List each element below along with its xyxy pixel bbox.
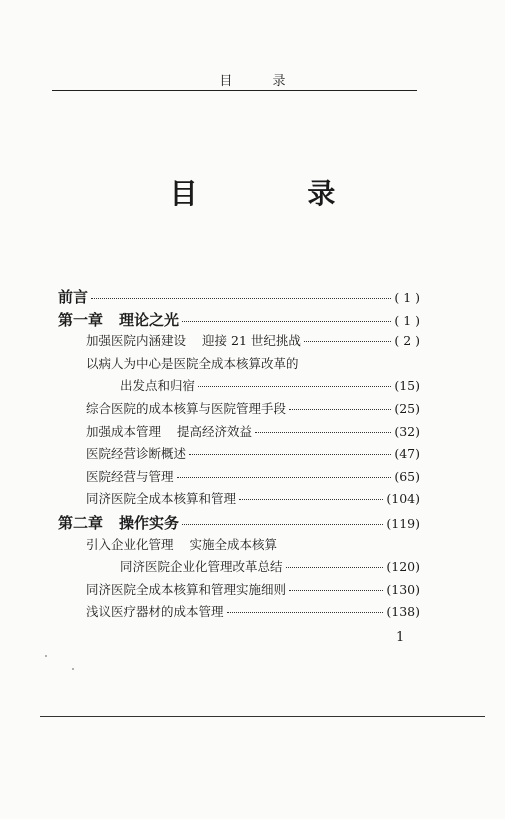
dot-leader bbox=[286, 567, 384, 568]
dot-leader bbox=[182, 321, 391, 322]
scan-speck bbox=[72, 668, 74, 670]
toc-entry-continuation[interactable] bbox=[58, 557, 420, 580]
toc-page-number: (138) bbox=[386, 604, 420, 620]
toc-page-number: (130) bbox=[386, 581, 420, 597]
toc-entry[interactable] bbox=[58, 309, 420, 332]
dot-leader bbox=[304, 341, 391, 342]
toc-entry[interactable] bbox=[58, 331, 420, 354]
toc-title-part: 实施全成本核算 bbox=[189, 536, 278, 552]
toc-page-number: (119) bbox=[386, 515, 420, 531]
toc-page-number: ( 2 ) bbox=[394, 333, 420, 349]
toc-page-number: (120) bbox=[386, 559, 420, 575]
toc-entry-title: 浅议医疗器材的成本管理 bbox=[86, 604, 224, 620]
dot-leader bbox=[189, 454, 391, 455]
dot-leader bbox=[289, 590, 383, 591]
toc-entry-title: 同济医院全成本核算和管理实施细则 bbox=[86, 581, 287, 597]
toc-entry[interactable] bbox=[58, 602, 420, 625]
dot-leader bbox=[255, 432, 391, 433]
footer-rule bbox=[40, 716, 485, 717]
toc-title-part: 引入企业化管理 bbox=[86, 536, 174, 552]
toc-entry-title: 同济医院企业化管理改革总结 bbox=[120, 559, 283, 575]
header-rule bbox=[52, 90, 417, 91]
dot-leader bbox=[177, 477, 392, 478]
running-head: 目 录 bbox=[219, 74, 304, 89]
chapter-name: 操作实务 bbox=[119, 513, 180, 532]
page-title: 目 录 bbox=[169, 177, 386, 210]
toc-entry[interactable] bbox=[58, 354, 420, 377]
table-of-contents bbox=[58, 286, 420, 625]
chapter-number: 第二章 bbox=[58, 513, 104, 532]
toc-entry-title: 综合医院的成本核算与医院管理手段 bbox=[86, 400, 287, 416]
toc-entry-title: 医院经营诊断概述 bbox=[86, 446, 187, 462]
toc-entry-continuation[interactable] bbox=[58, 376, 420, 399]
chapter-name: 理论之光 bbox=[119, 310, 180, 329]
toc-entry-title: 以病人为中心是医院全成本核算改革的 bbox=[86, 355, 299, 371]
toc-page-number: (65) bbox=[394, 468, 420, 484]
page-number: 1 bbox=[396, 630, 405, 645]
toc-entry[interactable] bbox=[58, 489, 420, 512]
toc-entry[interactable] bbox=[58, 512, 420, 535]
dot-leader bbox=[289, 409, 391, 410]
chapter-number: 第一章 bbox=[58, 310, 104, 329]
toc-title-part: 迎接 21 世纪挑战 bbox=[202, 333, 301, 349]
toc-title-part: 提高经济效益 bbox=[177, 423, 253, 439]
toc-entry-title bbox=[86, 331, 301, 349]
toc-entry-title bbox=[86, 422, 252, 440]
toc-entry[interactable] bbox=[58, 399, 420, 422]
toc-entry[interactable] bbox=[58, 286, 420, 309]
toc-entry[interactable] bbox=[58, 422, 420, 445]
toc-page-number: (47) bbox=[394, 446, 420, 462]
toc-entry[interactable] bbox=[58, 444, 420, 467]
toc-page-number: ( 1 ) bbox=[394, 290, 420, 305]
toc-entry-title: 医院经营与管理 bbox=[86, 468, 174, 484]
toc-entry[interactable] bbox=[58, 467, 420, 490]
dot-leader bbox=[91, 298, 391, 299]
toc-entry-title bbox=[58, 309, 179, 330]
toc-entry[interactable] bbox=[58, 535, 420, 558]
toc-title-part: 加强医院内涵建设 bbox=[86, 333, 187, 349]
toc-entry[interactable] bbox=[58, 580, 420, 603]
toc-entry-title: 同济医院全成本核算和管理 bbox=[86, 491, 237, 507]
dot-leader bbox=[198, 386, 391, 387]
toc-entry-title: 前言 bbox=[58, 288, 89, 306]
toc-page-number: (25) bbox=[394, 400, 420, 416]
toc-page-number: ( 1 ) bbox=[394, 312, 420, 328]
toc-title-part: 加强成本管理 bbox=[86, 423, 162, 439]
toc-page-number: (15) bbox=[394, 378, 420, 394]
toc-page-number: (32) bbox=[394, 423, 420, 439]
dot-leader bbox=[182, 524, 383, 525]
toc-entry-title bbox=[58, 512, 179, 533]
dot-leader bbox=[239, 499, 383, 500]
toc-entry-title: 出发点和归宿 bbox=[120, 378, 196, 394]
scan-speck bbox=[45, 655, 47, 657]
toc-entry-title bbox=[86, 535, 277, 553]
toc-page-number: (104) bbox=[386, 491, 420, 507]
dot-leader bbox=[227, 612, 384, 613]
